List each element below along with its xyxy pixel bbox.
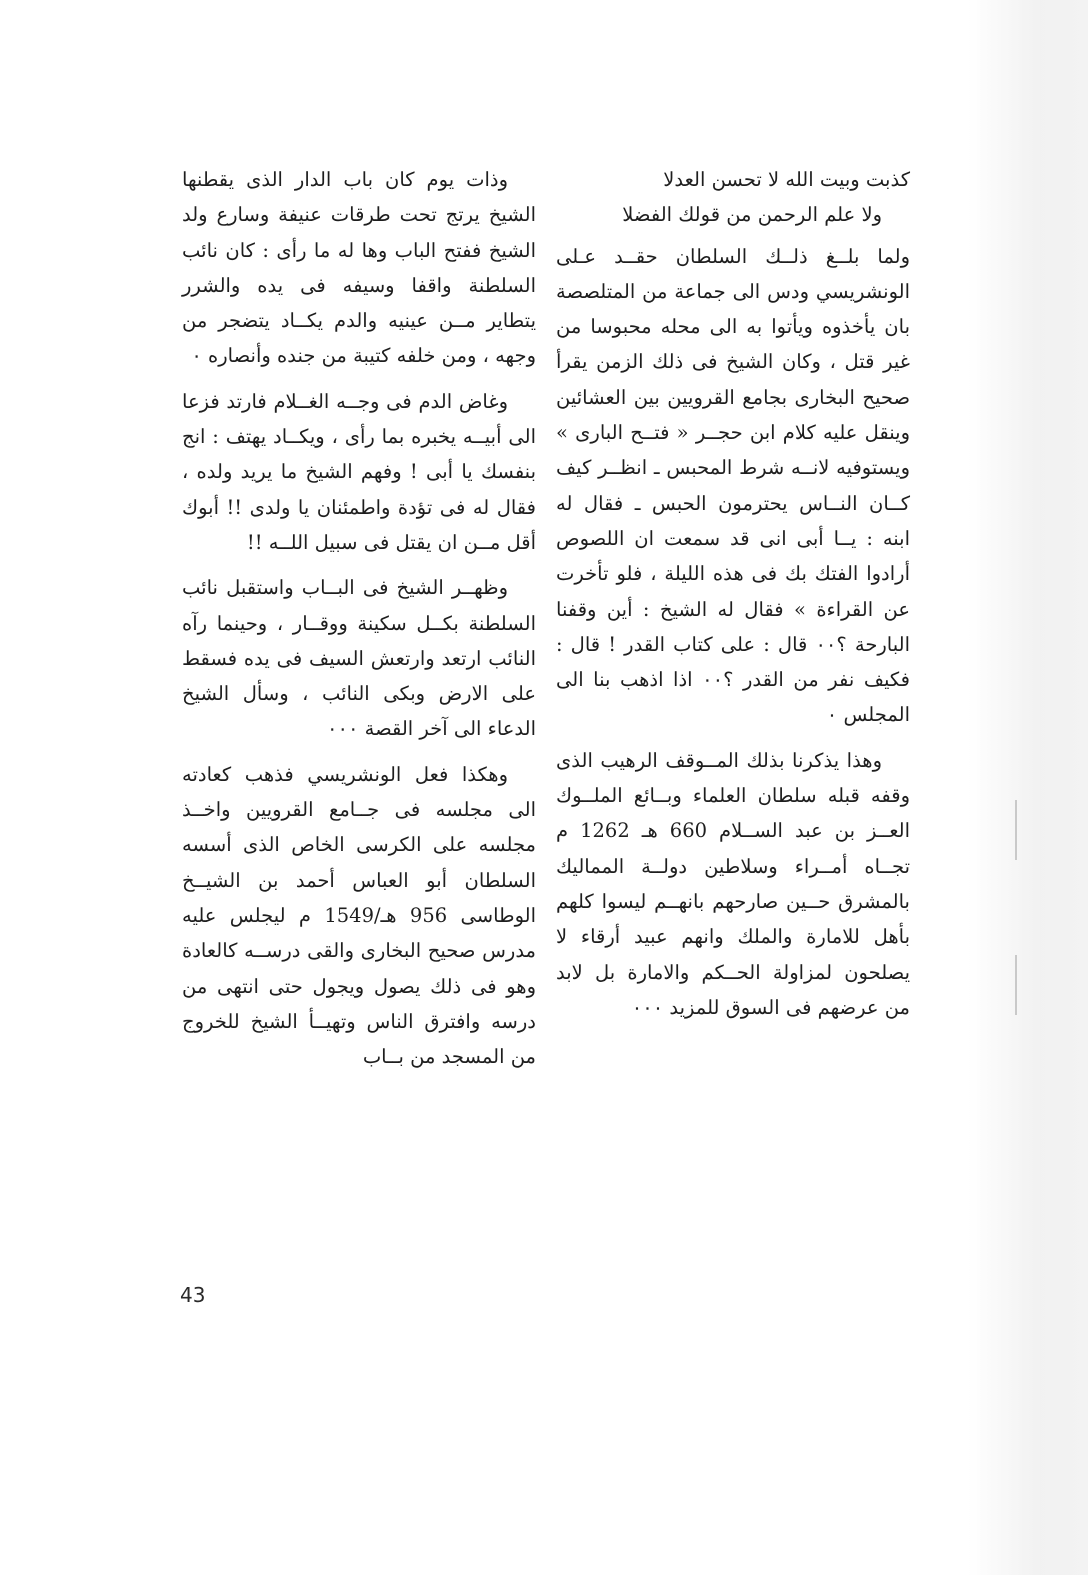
paragraph-door-knocking: وذات يوم كان باب الدار الذى يقطنها الشيخ يرتج تحت طرقات عنيفة وسارع ولد الشيخ ففتح الباب وها له ما رأى : كان نائب السلطنة واقفا وسيفه فى يده والشرر يتطاير مــن عينيه والدم يكــاد يتضجر من وجهه ، ومن خلفه كتيبة من جنده وأنصاره ٠	[182, 168, 536, 368]
text-column-left	[182, 162, 536, 1084]
page-number: 43	[180, 1283, 206, 1307]
paragraph-boy-warning: وغاض الدم فى وجــه الغــلام فارتد فزعا الى أبيــه يخبره بما رأى ، ويكــاد يهتف : انج بنفسك يا أبى ! وفهم الشيخ ما يريد ولده ، فقال له فى تؤدة واطمئنان يا ولدى !! أبوك أقل مــن ان يقتل فى سبيل اللــه !!	[182, 389, 536, 554]
scan-artifact-line	[1015, 800, 1017, 860]
scan-artifact-line	[1015, 955, 1017, 1015]
poem-verse-1: كذبت وبيت الله لا تحسن العدلا	[663, 168, 910, 191]
paragraph-sultan-plot: ولما بلــغ ذلــك السلطان حقــد عـلى الونشريسي ودس الى جماعة من المتلصصة بان يأخذوه ويأتوا به الى محله محبوسا من غير قتل ، وكان الشيخ فى ذلك الزمن يقرأ صحيح البخارى بجامع القرويين بين العشائين وينقل عليه كلام ابن حجــر « فتــح البارى » ويستوفيه لانــه شرط المحبس ـ انظــر كيف كــان النــاس يحترمون الحبس ـ فقال له ابنه : يــا أبى انى قد سمعت ان اللصوص أرادوا الفتك بك فى هذه الليلة ، فلو تأخرت عن القراءة » فقال له الشيخ : أين وقفنا البارحة ؟٠٠ قال : على كتاب القدر ! قال : فكيف نفر من القدر ؟٠٠ اذا اذهب بنا الى المجلس ٠	[556, 244, 910, 727]
page-edge-shadow	[968, 0, 1088, 1575]
poem-verse-2: ولا علم الرحمن من قولك الفضلا	[622, 203, 882, 227]
paragraph-sheikh-appears: وظهــر الشيخ فى البــاب واستقبل نائب السلطنة بكــل سكينة ووقــار ، وحينما رآه النائب ارتعد وارتعش السيف فى يده فسقط على الارض وبكى النائب ، وسأل الشيخ الدعاء الى آخر القصة ٠٠٠	[182, 576, 536, 741]
text-column-right	[556, 162, 910, 1035]
paragraph-izz-ibn-abd-al-salam: وهذا يذكرنا بذلك المــوقف الرهيب الذى وقفه قبله سلطان العلماء وبــائع الملــوك العــز بن عبد الســلام 660 هـ 1262 م تجــاه أمــراء وسلاطين دولــة المماليك بالمشرق حــين صارحهم بانهــم ليسوا كلهم بأهل للامارة والملك وانهم عبيد أرقاء لا يصلحون لمزاولة الحــكم والامارة بل لابد من عرضهم فى السوق للمزيد ٠٠٠	[556, 748, 910, 1019]
paragraph-wansharisi-lesson: وهكذا فعل الونشريسي فذهب كعادته الى مجلسه فى جــامع القرويين واخــذ مجلسه على الكرسى الخاص الذى أسسه السلطان أبو العباس أحمد بن الشيــخ الوطاسى 956 هـ/1549 م ليجلس عليه مدرس صحيح البخارى والقى درســه كالعادة وهو فى ذلك يصول ويجول حتى انتهى من درسه وافترق الناس وتهيــأ الشيخ للخروج من المسجد من بــاب	[182, 762, 537, 1069]
